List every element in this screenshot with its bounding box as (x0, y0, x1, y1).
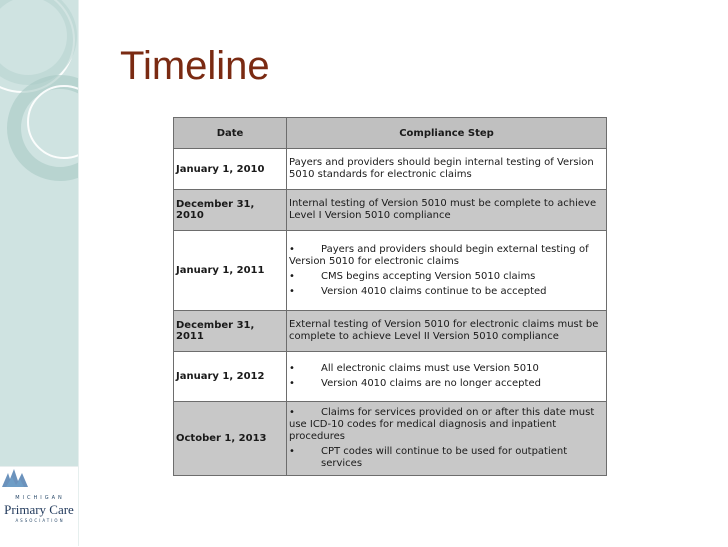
row-step-text: Payers and providers should begin internal testing of Version 5010 standards for electronic claims (287, 149, 607, 190)
bullet-icon: • (289, 270, 295, 282)
circle-decoration (0, 0, 78, 470)
logo-main-text: Primary Care (4, 502, 74, 517)
bullet-item (289, 271, 604, 283)
row-date: December 31, 2011 (174, 311, 287, 352)
table-header-row (174, 118, 607, 149)
header-date: Date (174, 118, 287, 149)
bullet-icon: • (289, 378, 295, 389)
bullet-item (289, 363, 604, 375)
bullet-icon: • (289, 243, 295, 255)
table-row (174, 352, 607, 402)
bullet-item (289, 407, 604, 443)
bullet-icon: • (289, 285, 295, 297)
bullet-text: Payers and providers should begin external testing of Version 5010 for electronic claims (289, 243, 589, 267)
sidebar-decoration (0, 0, 79, 546)
bullet-text: Version 4010 claims are no longer accepted (321, 378, 541, 389)
logo-top-text: MICHIGAN (15, 495, 65, 501)
bullet-text: CPT codes will continue to be used for outpatient services (321, 446, 568, 469)
row-date: October 1, 2013 (174, 402, 287, 476)
row-date: January 1, 2012 (174, 352, 287, 402)
bullet-icon: • (289, 363, 295, 374)
row-step-bullets (287, 231, 607, 311)
bullet-text: Version 4010 claims continue to be accepted (321, 285, 547, 297)
header-compliance-step: Compliance Step (287, 118, 607, 149)
bullet-item (289, 244, 604, 268)
table-row (174, 311, 607, 352)
bullet-icon: • (289, 446, 295, 457)
bullet-item (289, 378, 604, 390)
table-row (174, 231, 607, 311)
bullet-text: CMS begins accepting Version 5010 claims (321, 270, 536, 282)
logo-bottom-text: ASSOCIATION (15, 518, 65, 523)
row-date: December 31, 2010 (174, 190, 287, 231)
bullet-item (289, 286, 604, 298)
row-step-text: Internal testing of Version 5010 must be complete to achieve Level I Version 5010 compliance (287, 190, 607, 231)
row-date: January 1, 2011 (174, 231, 287, 311)
bullet-item (289, 446, 604, 470)
bullet-text: Claims for services provided on or after this date must use ICD-10 codes for medical diagnosis and inpatient procedures (289, 407, 595, 442)
logo-mark-icon (0, 467, 30, 489)
table-row (174, 190, 607, 231)
row-step-bullets (287, 352, 607, 402)
bullet-text: All electronic claims must use Version 5010 (321, 363, 539, 374)
timeline-table (173, 117, 607, 476)
table-row (174, 402, 607, 476)
row-date: January 1, 2010 (174, 149, 287, 190)
table-row (174, 149, 607, 190)
slide-title: Timeline (120, 44, 270, 88)
bullet-icon: • (289, 407, 295, 418)
logo (0, 466, 78, 547)
row-step-bullets (287, 402, 607, 476)
row-step-text: External testing of Version 5010 for electronic claims must be complete to achieve Level II Version 5010 compliance (287, 311, 607, 352)
